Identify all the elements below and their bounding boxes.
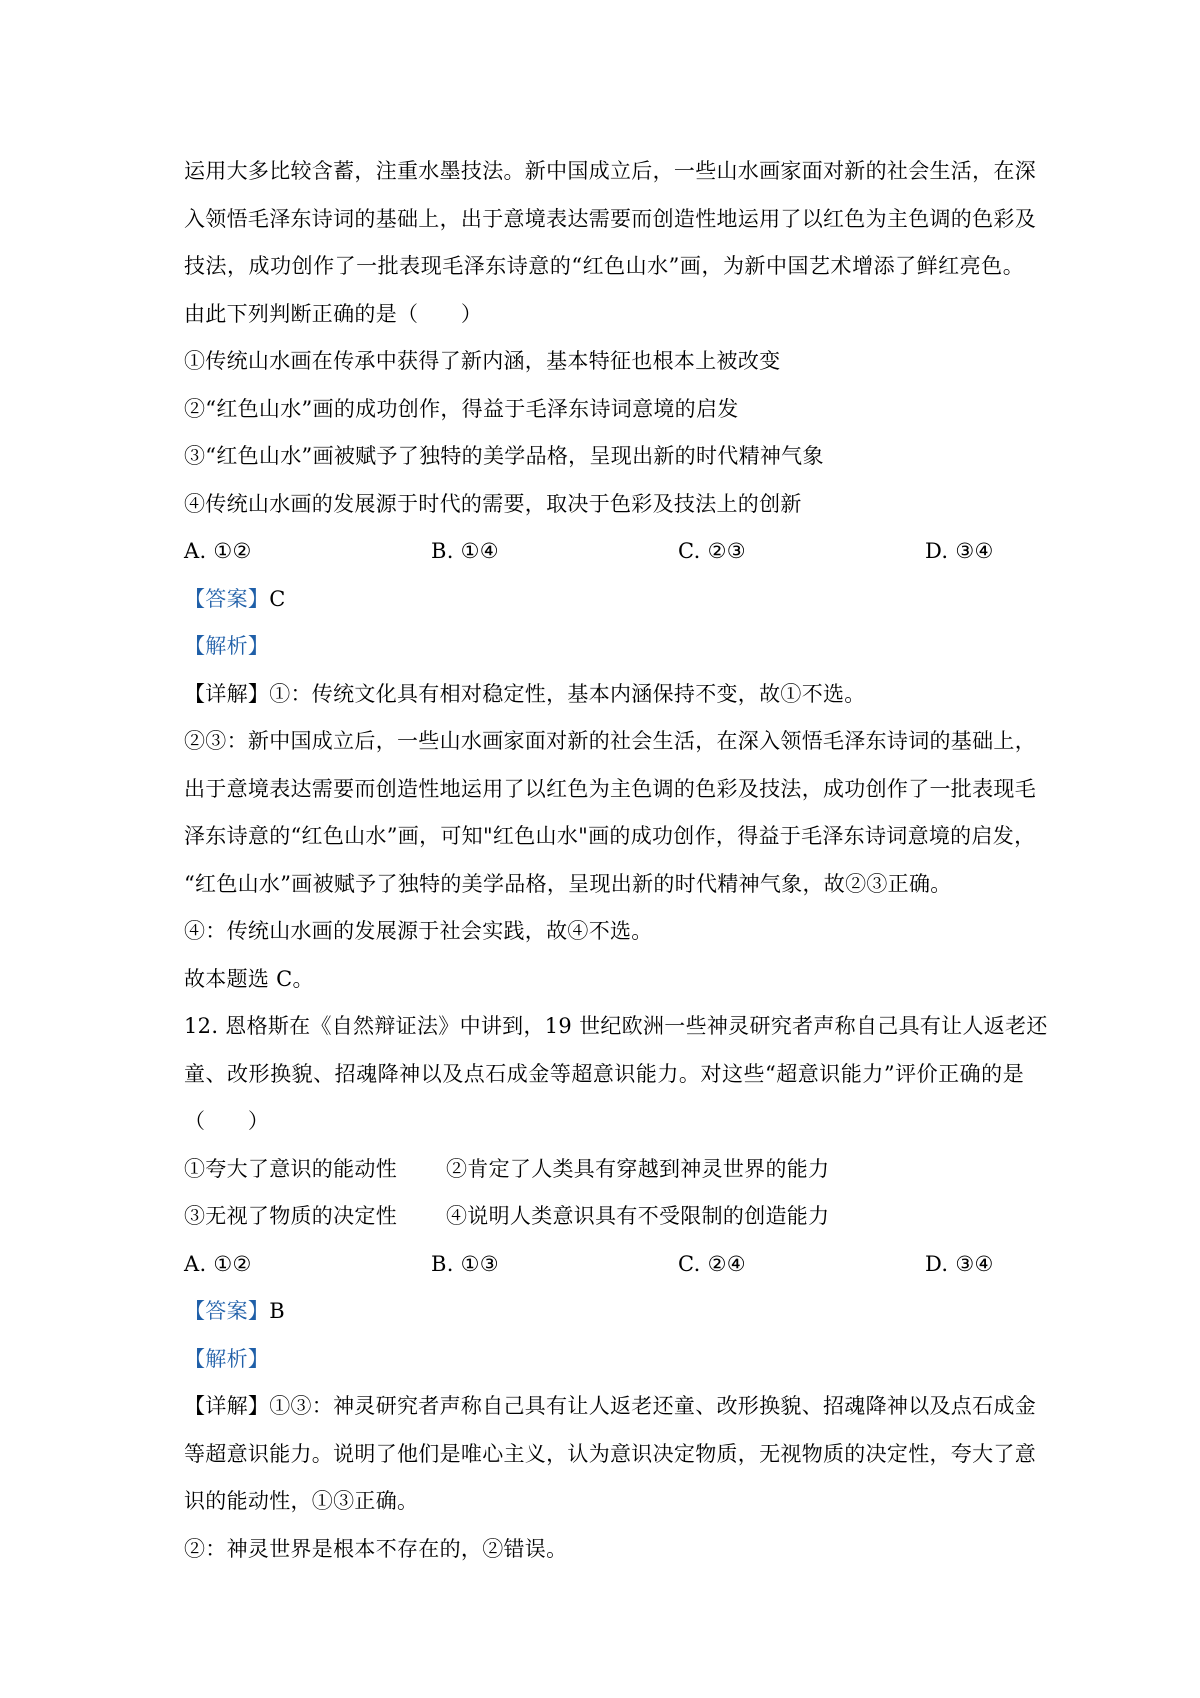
analysis-tag: 【解析】 bbox=[184, 1346, 270, 1371]
q12-statement: ②肯定了人类具有穿越到神灵世界的能力 bbox=[446, 1156, 830, 1181]
q12-detail-line bbox=[184, 1383, 1036, 1431]
q12-stem-line: 童、改形换貌、招魂降神以及点石成金等超意识能力。对这些“超意识能力”评价正确的是 bbox=[184, 1061, 1024, 1086]
q11-option-d: D. ③④ bbox=[925, 539, 994, 563]
detail-tag: 【详解】 bbox=[184, 1394, 270, 1418]
q12-statement-row bbox=[184, 1193, 1024, 1241]
q11-statement: ②“红色山水”画的成功创作，得益于毛泽东诗词意境的启发 bbox=[184, 396, 739, 421]
q12-stem-line: （ ） bbox=[184, 1109, 270, 1133]
q11-option-c: C. ②③ bbox=[678, 539, 746, 563]
q12-option-c: C. ②④ bbox=[678, 1251, 746, 1276]
q12-statement: ③无视了物质的决定性 bbox=[184, 1204, 397, 1228]
answer-tag: 【答案】 bbox=[184, 586, 270, 611]
q11-detail-line: ②③：新中国成立后，一些山水画家面对新的社会生活，在深入领悟毛泽东诗词的基础上， bbox=[184, 729, 1036, 753]
q11-detail-line: 出于意境表达需要而创造性地运用了以红色为主色调的色彩及技法，成功创作了一批表现毛 bbox=[184, 776, 1036, 801]
q11-detail-line: “红色山水”画被赋予了独特的美学品格，呈现出新的时代精神气象，故②③正确。 bbox=[184, 871, 952, 896]
q12-detail-line: 等超意识能力。说明了他们是唯心主义，认为意识决定物质，无视物质的决定性，夸大了意 bbox=[184, 1441, 1036, 1466]
q11-statement: ③“红色山水”画被赋予了独特的美学品格，呈现出新的时代精神气象 bbox=[184, 444, 824, 468]
q11-option-b: B. ①④ bbox=[431, 539, 499, 563]
q11-stem-line: 运用大多比较含蓄，注重水墨技法。新中国成立后，一些山水画家面对新的社会生活，在深 bbox=[184, 159, 1036, 183]
q11-stem-line: 技法，成功创作了一批表现毛泽东诗意的“红色山水”画，为新中国艺术增添了鲜红亮色。 bbox=[184, 254, 1024, 278]
q12-detail-line: ②：神灵世界是根本不存在的，②错误。 bbox=[184, 1536, 568, 1561]
q12-option-a: A. ①② bbox=[184, 1251, 252, 1276]
q11-answer bbox=[184, 576, 1024, 624]
q12-analysis bbox=[184, 1336, 1024, 1384]
q11-stem-line: 由此下列判断正确的是（ ） bbox=[184, 301, 483, 326]
q11-detail-line: 故本题选 C。 bbox=[184, 966, 314, 991]
q12-detail-line: 识的能动性，①③正确。 bbox=[184, 1489, 419, 1513]
q11-statement: ④传统山水画的发展源于时代的需要，取决于色彩及技法上的创新 bbox=[184, 491, 802, 516]
analysis-tag: 【解析】 bbox=[184, 634, 270, 658]
q12-answer bbox=[184, 1288, 1024, 1336]
detail-text: ①③：神灵研究者声称自己具有让人返老还童、改形换貌、招魂降神以及点石成金 bbox=[269, 1394, 1036, 1418]
q11-analysis bbox=[184, 623, 1024, 671]
q12-statement: ①夸大了意识的能动性 bbox=[184, 1156, 397, 1181]
q11-option-a: A. ①② bbox=[184, 539, 252, 563]
q12-options bbox=[184, 1241, 1024, 1289]
q11-detail-line bbox=[184, 671, 1024, 719]
detail-tag: 【详解】 bbox=[184, 681, 270, 706]
q11-detail-line: 泽东诗意的“红色山水”画，可知"红色山水"画的成功创作，得益于毛泽东诗词意境的启发， bbox=[184, 824, 1036, 848]
q12-statement-row bbox=[184, 1146, 1024, 1194]
answer-tag: 【答案】 bbox=[184, 1299, 270, 1323]
document-page bbox=[184, 148, 1048, 1573]
q12-stem-line: 12. 恩格斯在《自然辩证法》中讲到，19 世纪欧洲一些神灵研究者声称自己具有让人返老还 bbox=[184, 1014, 1048, 1038]
q12-option-b: B. ①③ bbox=[431, 1251, 499, 1276]
detail-text: ①：传统文化具有相对稳定性，基本内涵保持不变，故①不选。 bbox=[269, 681, 866, 706]
q11-options bbox=[184, 528, 1024, 576]
q12-option-d: D. ③④ bbox=[925, 1251, 994, 1276]
q12-statement: ④说明人类意识具有不受限制的创造能力 bbox=[446, 1204, 830, 1228]
answer-value: C bbox=[269, 586, 286, 611]
q11-detail-line: ④：传统山水画的发展源于社会实践，故④不选。 bbox=[184, 919, 653, 943]
q11-stem-line: 入领悟毛泽东诗词的基础上，出于意境表达需要而创造性地运用了以红色为主色调的色彩及 bbox=[184, 206, 1036, 231]
q11-statement: ①传统山水画在传承中获得了新内涵，基本特征也根本上被改变 bbox=[184, 349, 781, 373]
answer-value: B bbox=[269, 1299, 285, 1323]
